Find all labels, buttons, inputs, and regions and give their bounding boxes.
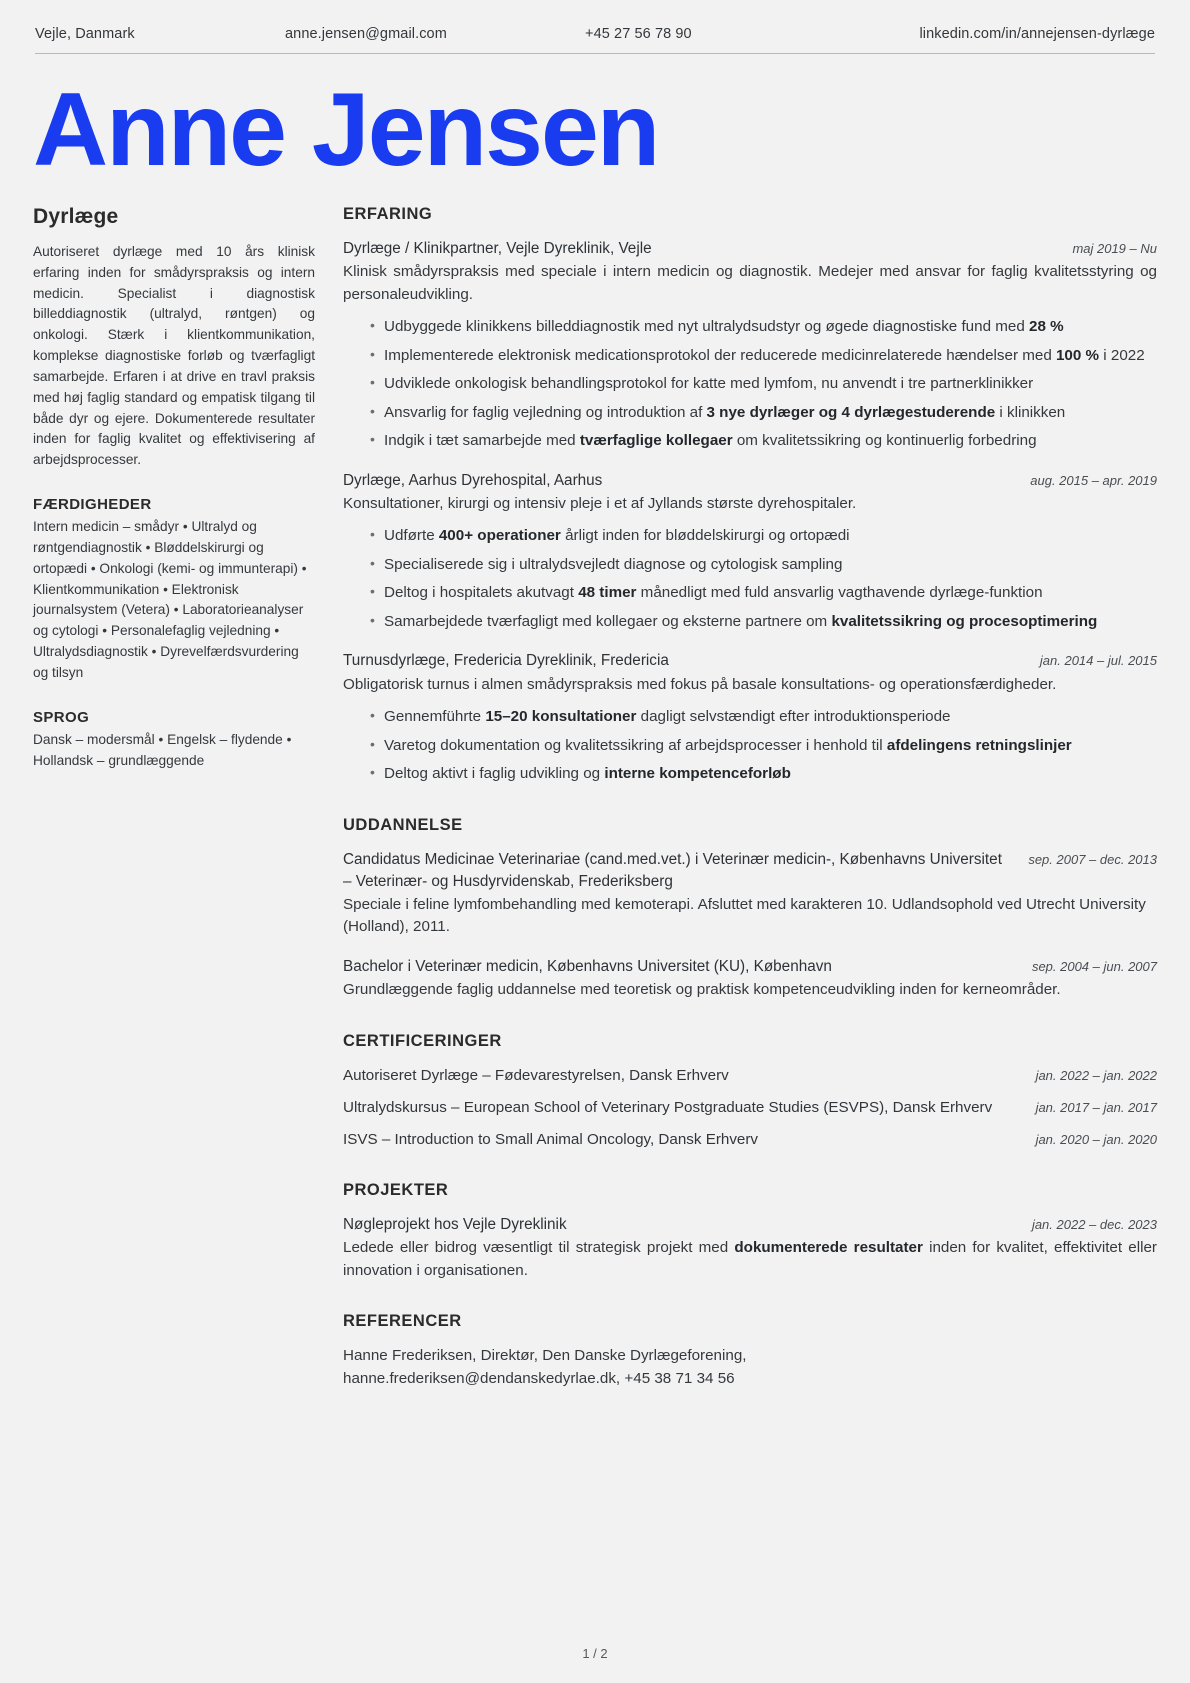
contact-linkedin[interactable]: linkedin.com/in/annejensen-dyrlæge xyxy=(919,26,1155,42)
highlight-text: 400+ operationer xyxy=(438,527,561,545)
skills-list: Intern medicin – smådyr • Ultralyd og røntgendiagnostik • Bløddelskirurgi og ortopædi • Onkologi (kemi- og immunterapi) • Klientkommunikation • Elektronisk journalsystem (Vetera) • Laboratorieanalyser og cytologi • Personalefaglig vejledning • Ultralydsdiagnostik • Dyrevelfærdsvurdering og tilsyn xyxy=(33,519,307,680)
entry-bullet: • Deltog i hospitalets akutvagt 48 timer månedligt med fuld ansvarlig vagthavende dyrlæge-funktion xyxy=(370,582,1157,605)
certification-row xyxy=(343,1065,1157,1087)
page-title: Anne Jensen xyxy=(33,72,659,188)
project-entry xyxy=(343,1214,1157,1282)
highlight-text: kvalitetssikring og procesoptimering xyxy=(831,612,1098,630)
entry-description: Grundlæggende faglig uddannelse med teoretisk og praktisk kompetenceudvikling inden for kerneområder. xyxy=(343,981,1061,999)
resume-body xyxy=(33,205,1157,1391)
entry-bullet: • Implementerede elektronisk medicationsprotokol der reducerede medicinrelaterede hændelser med 100 % i 2022 xyxy=(370,345,1157,368)
certifications-list xyxy=(343,1065,1157,1152)
education-entry xyxy=(343,956,1157,1002)
entry-header xyxy=(343,849,1157,893)
role-title: Dyrlæge xyxy=(33,205,119,228)
highlight-text: afdelingens retningslinjer xyxy=(886,736,1072,754)
highlight-text: tværfaglige kollegaer xyxy=(579,432,733,450)
entry-bullet: • Varetog dokumentation og kvalitetssikring af arbejdsprocesser i henhold til afdelingens retningslinjer xyxy=(370,735,1157,758)
entry-date: jan. 2014 – jul. 2015 xyxy=(1039,653,1157,669)
references-heading: REFERENCER xyxy=(343,1312,462,1331)
entry-header xyxy=(343,238,1157,260)
highlight-text: 28 % xyxy=(1029,318,1064,336)
entry-bullet-list xyxy=(343,316,1157,453)
highlight-text: dokumenterede resultater xyxy=(734,1239,923,1257)
entry-title: Turnusdyrlæge, Fredericia Dyreklinik, Fredericia xyxy=(343,652,669,670)
contact-email[interactable]: anne.jensen@gmail.com xyxy=(285,26,447,42)
education-entry xyxy=(343,849,1157,939)
certification-name: Autoriseret Dyrlæge – Fødevarestyrelsen, Dansk Erhverv xyxy=(343,1066,729,1084)
certification-name: ISVS – Introduction to Small Animal Oncology, Dansk Erhverv xyxy=(343,1130,759,1148)
experience-heading: ERFARING xyxy=(343,205,433,223)
highlight-text: interne kompetenceforløb xyxy=(604,765,791,783)
education-list xyxy=(343,849,1157,1002)
entry-bullet: • Udførte 400+ operationer årligt inden for bløddelskirurgi og ortopædi xyxy=(370,525,1157,548)
experience-entry xyxy=(343,238,1157,453)
page-number: 1 / 2 xyxy=(582,1646,608,1661)
entry-description: Konsultationer, kirurgi og intensiv pleje i et af Jyllands største dyrehospitaler. xyxy=(343,494,857,512)
entry-title: Dyrlæge, Aarhus Dyrehospital, Aarhus xyxy=(343,471,603,489)
contact-bar xyxy=(35,26,1155,42)
header-divider xyxy=(35,53,1155,54)
entry-bullet-list xyxy=(343,525,1157,633)
highlight-text: 100 % xyxy=(1055,346,1100,364)
entry-bullet: • Specialiserede sig i ultralydsvejledt diagnose og cytologisk sampling xyxy=(370,554,1157,577)
certification-row xyxy=(343,1129,1157,1151)
languages-heading: SPROG xyxy=(33,708,90,726)
entry-bullet: • Udviklede onkologisk behandlingsprotokol for katte med lymfom, nu anvendt i tre partnerklinikker xyxy=(370,373,1157,396)
highlight-text: 48 timer xyxy=(578,584,637,602)
experience-entry xyxy=(343,650,1157,785)
skills-heading: FÆRDIGHEDER xyxy=(33,496,152,514)
certification-row xyxy=(343,1097,1157,1119)
experience-entry xyxy=(343,470,1157,634)
certification-name: Ultralydskursus – European School of Veterinary Postgraduate Studies (ESVPS), Dansk Erhverv xyxy=(343,1098,993,1116)
entry-bullet: • Indgik i tæt samarbejde med tværfaglige kollegaer om kvalitetssikring og kontinuerlig forbedring xyxy=(370,430,1157,453)
entry-bullet-list xyxy=(343,706,1157,786)
entry-header xyxy=(343,650,1157,672)
entry-description: Klinisk smådyrspraksis med speciale i intern medicin og diagnostik. Medejer med ansvar for faglig kvalitetsstyring og personaleudvikling. xyxy=(343,263,1157,303)
entry-title: Dyrlæge / Klinikpartner, Vejle Dyreklinik, Vejle xyxy=(343,240,652,257)
certification-date: jan. 2017 – jan. 2017 xyxy=(1035,1099,1157,1115)
entry-bullet: • Samarbejdede tværfagligt med kollegaer og eksterne partnere om kvalitetssikring og procesoptimering xyxy=(370,611,1157,634)
contact-phone[interactable]: +45 27 56 78 90 xyxy=(585,26,692,42)
entry-date: maj 2019 – Nu xyxy=(1072,241,1157,256)
entry-header xyxy=(343,956,1157,978)
entry-title: Bachelor i Veterinær medicin, Københavns Universitet (KU), København xyxy=(343,957,832,975)
entry-date: aug. 2015 – apr. 2019 xyxy=(1030,472,1157,488)
entry-bullet: • Gennemführte 15–20 konsultationer dagligt selvstændigt efter introduktionsperiode xyxy=(370,706,1157,729)
entry-description: Speciale i feline lymfombehandling med kemoterapi. Afsluttet med karakteren 10. Udlandsophold ved Utrecht University (Holland), 2011. xyxy=(343,895,1146,936)
main-content xyxy=(333,205,1157,1391)
experience-list xyxy=(343,238,1157,786)
certifications-heading: CERTIFICERINGER xyxy=(343,1031,502,1050)
entry-date: sep. 2004 – jun. 2007 xyxy=(1031,958,1157,974)
contact-location: Vejle, Danmark xyxy=(35,26,135,42)
entry-bullet: • Ansvarlig for faglig vejledning og introduktion af 3 nye dyrlæger og 4 dyrlægestuderende i klinikken xyxy=(370,402,1157,425)
entry-description: Obligatorisk turnus i almen smådyrspraksis med fokus på basale konsultations- og operationsfærdigheder. xyxy=(343,675,1057,693)
sidebar xyxy=(33,205,333,771)
entry-bullet: • Deltog aktivt i faglig udvikling og interne kompetenceforløb xyxy=(370,763,1157,786)
entry-header xyxy=(343,470,1157,492)
certification-date: jan. 2020 – jan. 2020 xyxy=(1035,1131,1157,1147)
reference-line-2: hanne.frederiksen@dendanskedyrlae.dk, +45 38 71 34 56 xyxy=(343,1370,735,1388)
entry-title: Nøgleprojekt hos Vejle Dyreklinik xyxy=(343,1216,567,1234)
highlight-text: 3 nye dyrlæger og 4 dyrlægestuderende xyxy=(706,403,996,421)
entry-bullet: • Udbyggede klinikkens billeddiagnostik med nyt ultralydsudstyr og øgede diagnostiske fund med 28 % xyxy=(370,316,1157,339)
entry-date: jan. 2022 – dec. 2023 xyxy=(1031,1217,1157,1233)
profile-summary: Autoriseret dyrlæge med 10 års klinisk erfaring inden for smådyrspraksis og intern medicin. Specialist i diagnostisk billeddiagnostik (ultralyd, røntgen) og onkologi. Stærk i klientkommunikation, komplekse diagnostiske forløb og tværfagligt samarbejde. Erfaren i at drive en travl praksis med høj faglig standard og empatisk tilgang til både dyr og ejere. Dokumenterede resultater inden for faglig kvalitet og effektivisering af arbejdsprocesser. xyxy=(33,244,315,468)
projects-heading: PROJEKTER xyxy=(343,1181,449,1200)
entry-description: Ledede eller bidrog væsentligt til strategisk projekt med dokumenterede resultater inden for kvalitet, effektivitet eller innovation i organisationen. xyxy=(343,1239,1157,1279)
certification-date: jan. 2022 – jan. 2022 xyxy=(1035,1067,1157,1083)
reference-line-1: Hanne Frederiksen, Direktør, Den Danske Dyrlægeforening, xyxy=(343,1347,747,1365)
entry-header xyxy=(343,1214,1157,1236)
projects-list xyxy=(343,1214,1157,1282)
highlight-text: 15–20 konsultationer xyxy=(485,708,637,726)
entry-date: sep. 2007 – dec. 2013 xyxy=(1028,851,1157,867)
entry-title: Candidatus Medicinae Veterinariae (cand.med.vet.) i Veterinær medicin-, Københavns Universitet – Veterinær- og Husdyrvidenskab, Frederiksberg xyxy=(343,850,1002,890)
education-heading: UDDANNELSE xyxy=(343,815,463,834)
languages-list: Dansk – modersmål • Engelsk – flydende • Hollandsk – grundlæggende xyxy=(33,731,292,768)
